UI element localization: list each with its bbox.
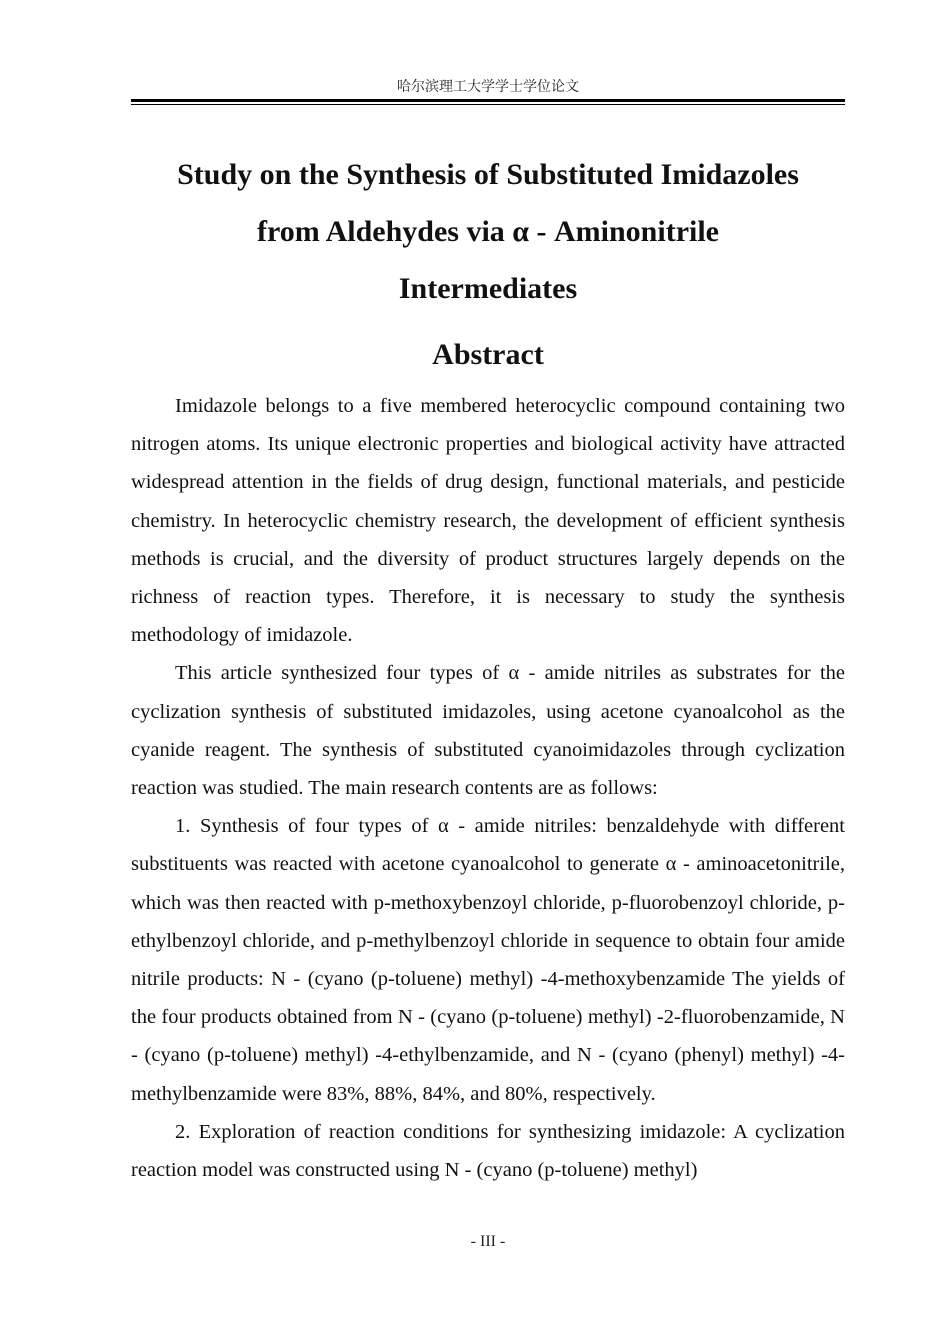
abstract-paragraph-1: Imidazole belongs to a five membered heterocyclic compound containing two nitrogen atoms. Its unique electronic properties and biological activity have attracted widespread attention in the fields of drug design, functional materials, and pesticide chemistry. In heterocyclic chemistry research, the development of efficient synthesis methods is crucial, and the diversity of product structures largely depends on the richness of reaction types. Therefore, it is necessary to study the synthesis methodology of imidazole. xyxy=(131,395,845,647)
abstract-paragraph-4: 2. Exploration of reaction conditions for synthesizing imidazole: A cyclization reaction model was constructed using N - (cyano (p-toluene) methyl) xyxy=(131,1120,845,1182)
abstract-paragraph-3: 1. Synthesis of four types of α - amide nitriles: benzaldehyde with different substituents was reacted with acetone cyanoalcohol to generate α - aminoacetonitrile, which was then reacted with p-methoxybenzoyl chloride, p-fluorobenzoyl chloride, p-ethylbenzoyl chloride, and p-methylbenzoyl chloride in sequence to obtain four amide nitrile products: N - (cyano (p-toluene) methyl) -4-methoxybenzamide The yields of the four products obtained from N - (cyano (p-toluene) methyl) -2-fluorobenzamide, N - (cyano (p-toluene) methyl) -4-ethylbenzamide, and N - (cyano (phenyl) methyl) -4-methylbenzamide were 83%, 88%, 84%, and 80%, respectively. xyxy=(131,815,845,1105)
title-line-1: Study on the Synthesis of Substituted Imidazoles xyxy=(177,158,799,191)
thesis-title xyxy=(131,146,845,317)
abstract-heading: Abstract xyxy=(432,338,544,371)
title-line-3: Intermediates xyxy=(398,272,578,305)
abstract-paragraph-2: This article synthesized four types of α - amide nitriles as substrates for the cyclization synthesis of substituted imidazoles, using acetone cyanoalcohol as the cyanide reagent. The synthesis of substituted cyanoimidazoles through cyclization reaction was studied. The main research contents are as follows: xyxy=(131,662,845,800)
header-rule-thin xyxy=(131,104,845,105)
page-number: - III - xyxy=(470,1233,506,1250)
abstract-body xyxy=(131,387,845,1189)
title-line-2: from Aldehydes via α - Aminonitrile xyxy=(256,215,719,248)
running-header: 哈尔滨理工大学学士学位论文 xyxy=(397,79,579,95)
header-rule-thick xyxy=(131,99,845,102)
